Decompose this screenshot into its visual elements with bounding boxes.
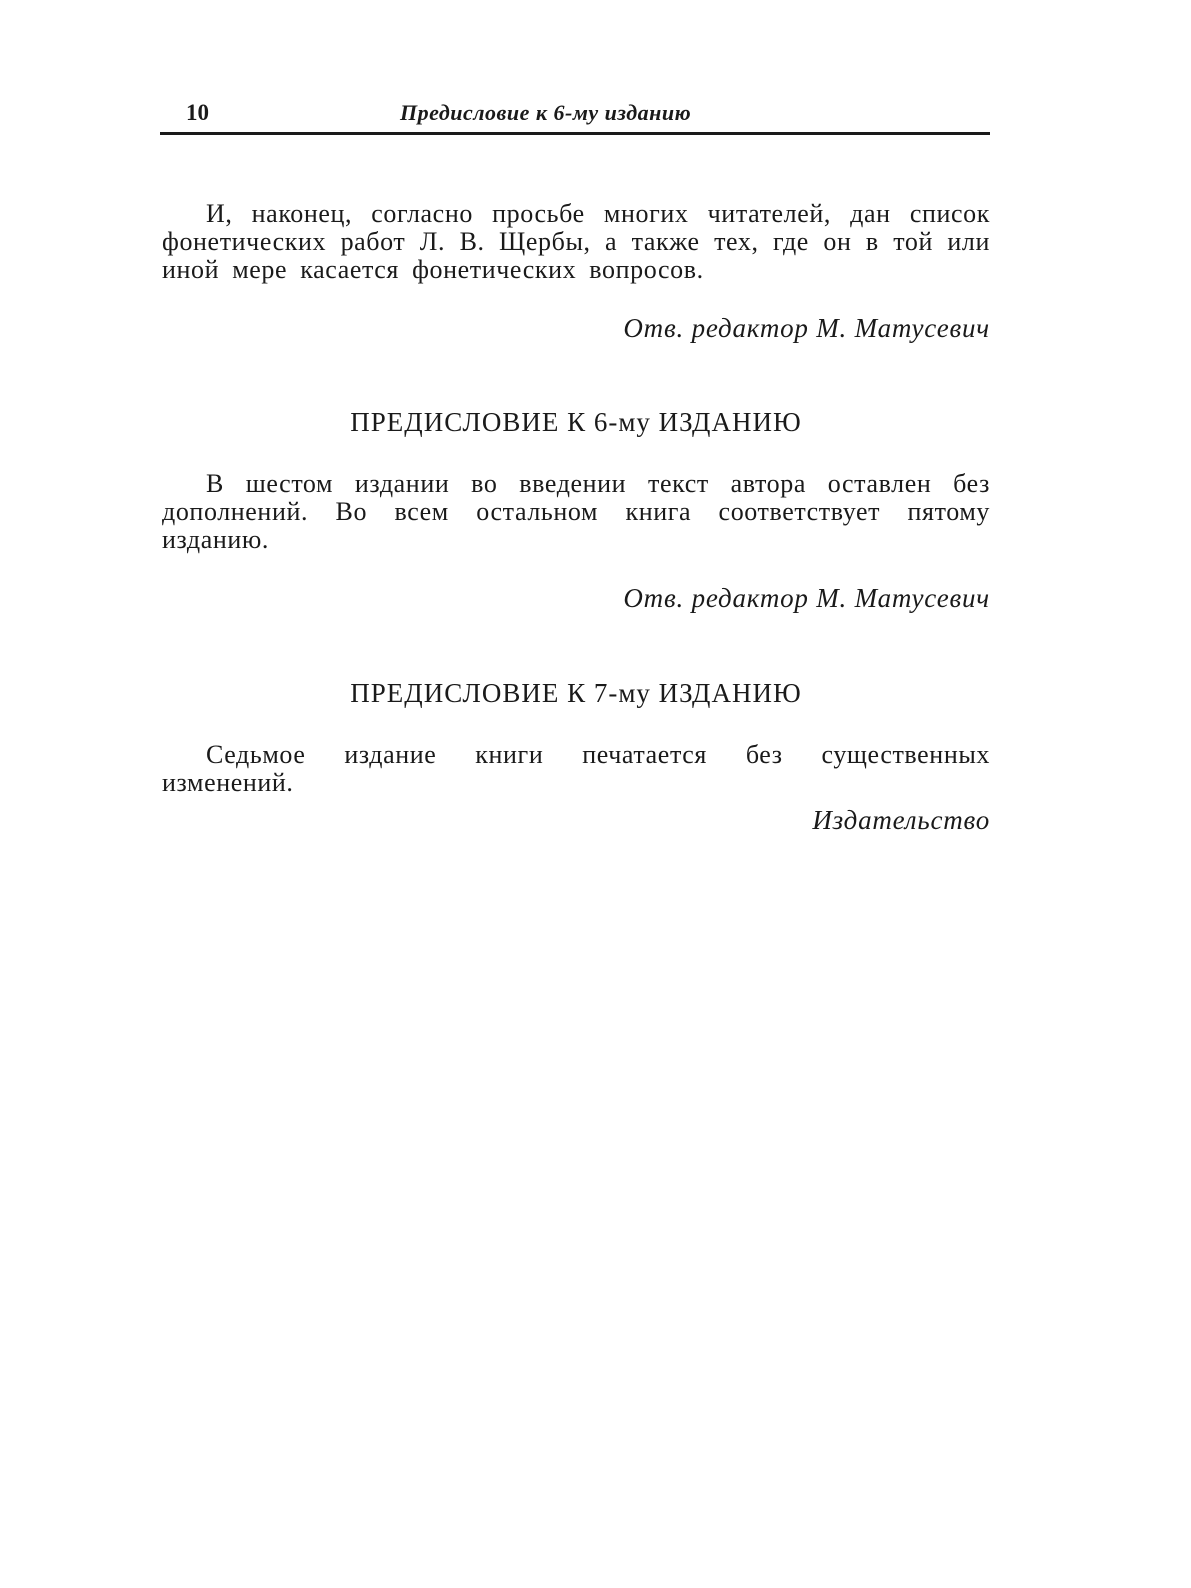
preface-6-signature: Отв. редактор М. Матусевич [623,583,990,613]
preface-7-heading: ПРЕДИСЛОВИЕ К 7-му ИЗДАНИЮ [350,678,802,708]
running-head [160,96,990,136]
preface-6-heading: ПРЕДИСЛОВИЕ К 6-му ИЗДАНИЮ [350,407,802,437]
preface-7-section [162,741,990,797]
header-rule [160,132,990,135]
intro-signature: Отв. редактор М. Матусевич [623,313,990,343]
preface-6-section [162,470,990,554]
intro-paragraph: И, наконец, согласно просьбе многих читателей, дан список фонетических работ Л. В. Щербы, а также тех, где он в той или иной мере касается фонетических вопросов. [162,199,990,284]
intro-section [162,200,990,284]
preface-7-paragraph: Седьмое издание книги печатается без существенных изменений. [162,740,990,797]
preface-6-paragraph: В шестом издании во введении текст автора оставлен без дополнений. Во всем остальном книга соответствует пятому изданию. [162,469,990,554]
preface-7-signature: Издательство [812,805,990,835]
running-title: Предисловие к 6-му изданию [400,100,692,125]
page-number: 10 [186,100,209,125]
